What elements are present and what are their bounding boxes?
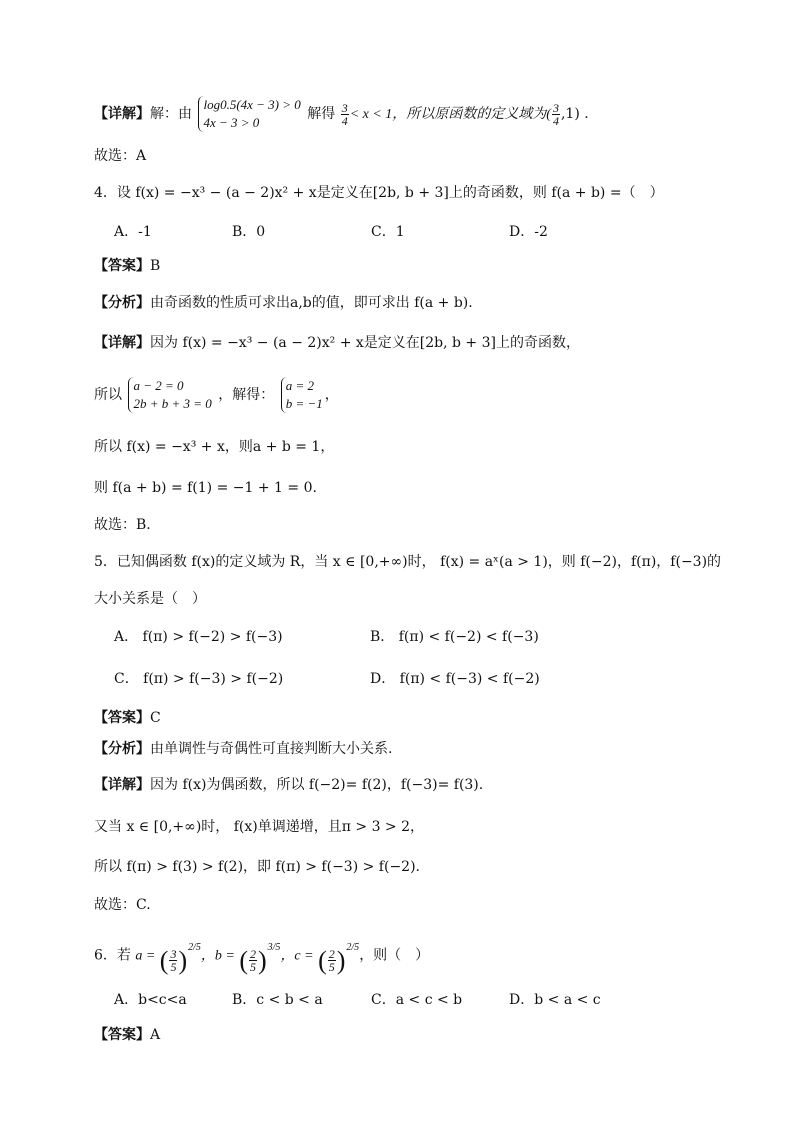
q6-answer (94, 1025, 160, 1045)
detail-tag: 【详解】 (94, 106, 150, 122)
equation-system-a: a − 2 = 0 2b + b + 3 = 0 (128, 377, 211, 413)
q5-option-c: C． f(π) > f(−3) > f(−2) (114, 671, 284, 687)
q6-c-label: ，c = (280, 948, 314, 964)
analysis-tag: 【分析】 (94, 741, 150, 757)
q4-option-b: B．0 (232, 224, 266, 240)
q5-analysis (94, 739, 392, 759)
system-prefix: 所以 (94, 387, 122, 403)
q4-line-f: 所以 f(x) = −x³ + x，则a + b = 1， (94, 439, 335, 455)
q6-option-c: C．a < c < b (371, 992, 463, 1008)
q5-option-a: A． f(π) > f(−2) > f(−3) (114, 629, 283, 645)
q5-option-b: B． f(π) < f(−2) < f(−3) (370, 629, 539, 645)
analysis-text: 由奇函数的性质可求出a,b的值，即可求出 f(a + b). (150, 295, 473, 311)
domain-tail: ,1) . (560, 106, 589, 122)
q6-number: 6．若 (94, 947, 131, 964)
inequality-tail: < x < 1，所以原函数的定义域为( (349, 107, 551, 122)
equation-system-b: a = 2 b = −1 (281, 377, 323, 413)
q5-line-2: 又当 x ∈ [0,+∞)时， f(x)单调递增，且π > 3 > 2， (94, 819, 425, 835)
q6-a-power: ( $\frac{3}{5}$ )$^{2/5}$ (159, 942, 201, 975)
answer-value: A (150, 1027, 161, 1043)
fraction: $\frac{3}{4}$ (341, 100, 348, 128)
detail-tag: 【详解】 (94, 777, 150, 793)
q6-option-b: B．c < b < a (232, 992, 323, 1008)
question-6-stem (94, 938, 429, 973)
q6-b-power: ( $\frac{2}{5}$ )$^{3/5}$ (239, 942, 281, 975)
analysis-text: 由单调性与奇偶性可直接判断大小关系. (150, 741, 393, 757)
q4-answer (94, 256, 160, 276)
detail-line-q3 (94, 96, 589, 132)
q4-option-c: C．1 (371, 224, 405, 240)
q6-a-label: a = (135, 948, 156, 964)
answer-tag: 【答案】 (94, 710, 150, 726)
q4-system-line (94, 377, 339, 413)
detail-text: 因为 f(x)为偶函数，所以 f(−2)= f(2)，f(−3)= f(3). (150, 777, 484, 793)
detail-text: 因为 f(x) = −x³ − (a − 2)x² + x是定义在[2b, b + 3]上的奇函数， (150, 335, 580, 351)
detail-tag: 【详解】 (94, 335, 150, 351)
question-5-stem-2: 大小关系是（ ） (94, 591, 206, 607)
answer-value: C (150, 710, 161, 726)
q5-answer (94, 708, 161, 728)
equation-system (198, 96, 300, 132)
q4-analysis (94, 293, 473, 313)
q6-c-power: ( $\frac{2}{5}$ )$^{2/5}$ (318, 942, 360, 975)
q4-choose: 故选：B. (94, 517, 151, 533)
q6-option-d: D．b < a < c (509, 992, 601, 1008)
q6-b-label: ，b = (200, 948, 235, 964)
system-line-2: 4x − 3 > 0 (203, 115, 260, 130)
q4-line-value: 则 f(a + b) = f(1) = −1 + 1 = 0. (94, 480, 317, 496)
choose-line-q3: 故选：A (94, 148, 147, 164)
question-4-stem: 4．设 f(x) = −x³ − (a − 2)x² + x是定义在[2b, b + 3]上的奇函数，则 f(a + b) =（ ） (94, 185, 664, 201)
system-mid: ，解得： (218, 387, 275, 403)
q5-line-3: 所以 f(π) > f(3) > f(2)，即 f(π) > f(−3) > f(−2). (94, 859, 420, 875)
answer-value: B (150, 258, 161, 274)
q5-detail (94, 775, 483, 795)
solve-text: 解得 (307, 106, 336, 122)
fraction: $\frac{3}{4}$ (552, 100, 559, 128)
q4-option-d: D．-2 (509, 224, 548, 240)
q5-option-d: D． f(π) < f(−3) < f(−2) (370, 671, 540, 687)
system-end: ， (324, 387, 339, 403)
analysis-tag: 【分析】 (94, 295, 150, 311)
detail-prefix: 解：由 (150, 106, 192, 122)
q6-tail: ，则（ ） (359, 947, 430, 964)
question-5-stem-1: 5．已知偶函数 f(x)的定义域为 R，当 x ∈ [0,+∞)时， f(x) = aˣ(a > 1)，则 f(−2)，f(π)，f(−3)的 (94, 554, 722, 570)
answer-tag: 【答案】 (94, 1027, 150, 1043)
system-line-1: log0.5(4x − 3) > 0 (203, 97, 301, 112)
answer-tag: 【答案】 (94, 258, 150, 274)
q4-detail (94, 333, 580, 353)
q4-option-a: A．-1 (114, 224, 152, 240)
q6-option-a: A．b<c<a (114, 992, 187, 1008)
q5-choose: 故选：C. (94, 897, 151, 913)
